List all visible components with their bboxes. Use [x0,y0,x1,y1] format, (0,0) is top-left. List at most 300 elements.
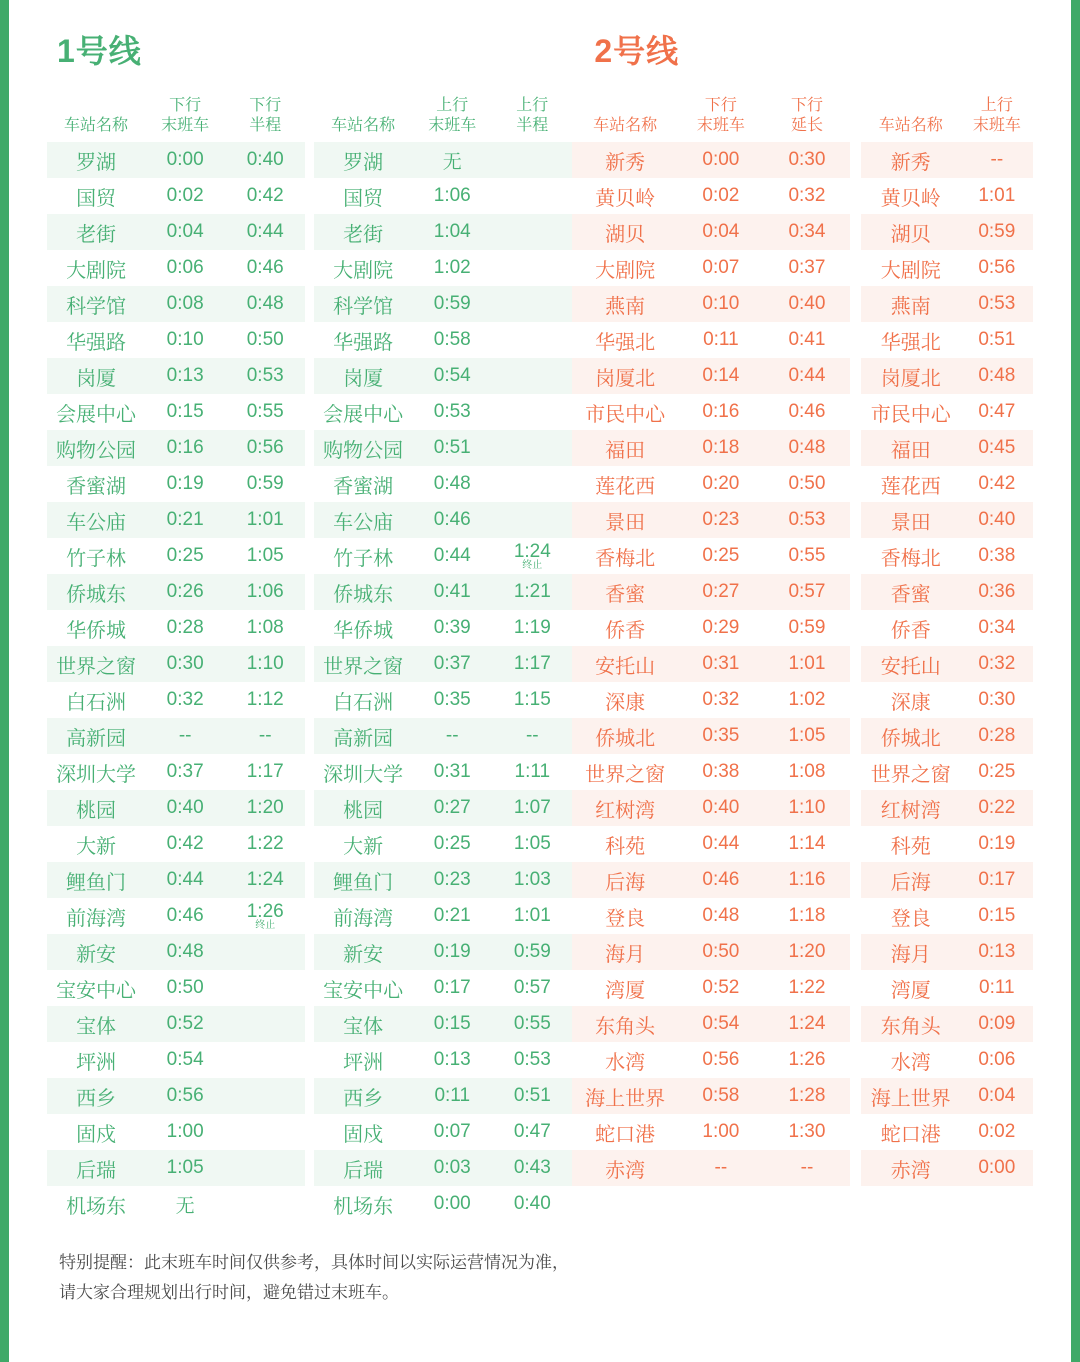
column-header-direction: 上行 [436,97,469,114]
station-name-cell: 新秀 [605,151,646,174]
table-row [47,1114,305,1150]
time-cell: 0:14 [702,365,740,386]
table-row [572,1042,850,1078]
station-name-cell: 香蜜湖 [333,475,394,498]
table-row [572,970,850,1006]
table-row [572,1150,850,1186]
time-cell: 0:32 [788,185,826,206]
line-2-title: 2号线 [594,33,680,69]
time-cell: 0:32 [702,689,740,710]
station-name-cell: 海月 [890,943,931,966]
table-row [861,142,1033,178]
time-cell: 0:46 [788,401,826,422]
station-name-cell: 安托山 [880,655,941,678]
station-name-cell: 登良 [605,907,646,930]
station-name-cell: 岗厦北 [595,367,656,390]
time-cell: 1:08 [246,617,284,638]
time-cell: 1:07 [513,797,551,818]
time-cell: 0:43 [513,1157,551,1178]
time-cell: 0:26 [166,581,204,602]
time-cell: 1:19 [513,617,551,638]
time-cell: 0:40 [702,797,740,818]
table-row [47,682,305,718]
time-cell: 0:54 [166,1049,204,1070]
time-cell: 0:02 [978,1121,1016,1142]
table-row [314,610,572,646]
time-cell: 0:39 [433,617,471,638]
table-row [861,358,1033,394]
time-cell: 0:19 [978,833,1016,854]
table-row [861,682,1033,718]
time-cell: 0:51 [433,437,471,458]
station-name-cell: 前海湾 [333,907,394,930]
time-cell: 0:54 [702,1013,740,1034]
station-name-cell: 车公庙 [333,511,394,534]
time-cell: 0:48 [788,437,826,458]
time-cell: 0:40 [166,797,204,818]
table-row [861,610,1033,646]
table-row [861,1114,1033,1150]
column-header-1 [145,88,225,142]
time-cell: 1:02 [433,257,471,278]
time-cell: 0:54 [433,365,471,386]
table-row [47,142,305,178]
time-cell: 0:15 [166,401,204,422]
time-cell: 0:29 [702,617,740,638]
table-row [47,718,305,754]
station-name-cell: 黄贝岭 [595,187,656,210]
time-cell: 0:44 [788,365,826,386]
time-cell: 0:46 [702,869,740,890]
time-cell: 0:53 [246,365,284,386]
table-row [314,1042,572,1078]
time-cell: 0:53 [978,293,1016,314]
time-cell: 0:11 [703,329,739,350]
table-row [47,1078,305,1114]
table-row [572,1114,850,1150]
table-row [572,754,850,790]
station-name-cell: 科学馆 [333,295,394,318]
time-cell: 0:59 [978,221,1016,242]
column-header-direction: 上行 [980,97,1013,114]
table-row [47,322,305,358]
table-row [861,1078,1033,1114]
time-cell [492,394,572,430]
column-header-direction: 下行 [790,97,823,114]
time-cell: 0:40 [978,509,1016,530]
column-header-label: 末班车 [428,117,477,134]
station-name-cell: 侨城北 [880,727,941,750]
station-name-cell: 福田 [890,439,931,462]
time-cell: 1:02 [788,689,826,710]
table-row [314,466,572,502]
table-row [572,718,850,754]
time-cell: 0:31 [433,761,471,782]
table-row [47,610,305,646]
time-cell: 0:56 [702,1049,740,1070]
table-row [572,214,850,250]
time-cell: 1:24 [246,869,284,890]
column-header-1 [678,88,764,142]
table-row [572,934,850,970]
table-row [861,466,1033,502]
time-cell: 0:19 [433,941,471,962]
time-cell: 1:15 [513,689,551,710]
station-name-cell: 景田 [890,511,931,534]
station-name-cell: 市民中心 [585,403,666,426]
station-name-cell: 科苑 [605,835,646,858]
table-row [314,538,572,574]
station-name-cell: 世界之窗 [870,763,951,786]
station-name-cell: 鲤鱼门 [66,871,127,894]
time-cell: 0:50 [246,329,284,350]
time-cell: 0:44 [433,545,471,566]
time-cell: 0:08 [166,293,204,314]
table-row [572,1078,850,1114]
column-header-label: 半程 [516,117,549,134]
time-cell [225,1078,305,1114]
table-row [314,862,572,898]
station-name-cell: 莲花西 [595,475,656,498]
time-cell: 0:38 [702,761,740,782]
time-cell: 0:25 [166,545,204,566]
station-name-cell: 会展中心 [323,403,404,426]
table-row [861,898,1033,934]
time-cell: 0:46 [246,257,284,278]
station-name-cell: 后海 [890,871,931,894]
column-gap [305,88,314,1222]
time-cell: 0:57 [788,581,826,602]
column-header-0 [861,88,961,142]
station-name-cell: 宝体 [343,1015,384,1038]
station-name-cell: 景田 [605,511,646,534]
time-cell: 1:10 [788,797,826,818]
table-row [47,1006,305,1042]
table-row [314,682,572,718]
station-name-cell: 大新 [343,835,384,858]
station-name-cell: 世界之窗 [585,763,666,786]
time-cell: 0:45 [978,437,1016,458]
column-header-label: 车站名称 [331,117,396,134]
time-cell: 0:13 [433,1049,471,1070]
table-row [47,214,305,250]
time-cell: 0:56 [978,257,1016,278]
time-cell: 0:04 [978,1085,1016,1106]
time-cell: 1:17 [513,653,551,674]
table-row [861,574,1033,610]
time-cell [492,250,572,286]
table-row [861,322,1033,358]
table-row [47,430,305,466]
time-cell: 0:42 [246,185,284,206]
footer-note [47,1248,1033,1308]
time-cell: 0:02 [702,185,740,206]
column-header-label: 末班车 [161,117,210,134]
line-1-block [47,22,572,1222]
table-row [861,754,1033,790]
time-cell: 0:10 [166,329,204,350]
time-cell [225,934,305,970]
time-cell: 0:48 [702,905,740,926]
station-name-cell: 华强路 [333,331,394,354]
station-name-cell: 机场东 [333,1195,394,1218]
lines-row [47,22,1033,1222]
table-row [861,862,1033,898]
time-cell: 1:28 [788,1085,826,1106]
time-cell: 0:30 [788,149,826,170]
station-name-cell: 侨香 [605,619,646,642]
station-name-cell: 大剧院 [595,259,656,282]
table-row [314,1186,572,1222]
time-cell: 0:46 [166,905,204,926]
time-cell: 1:18 [788,905,826,926]
table-row [47,1150,305,1186]
time-cell: 1:26 终止 [225,898,305,934]
time-cell [492,502,572,538]
station-name-cell: 世界之窗 [323,655,404,678]
time-cell: 1:01 [246,509,284,530]
station-name-cell: 固戍 [343,1123,384,1146]
time-cell: 0:59 [246,473,284,494]
line-2-downstream-table [572,88,850,1186]
time-cell: 0:28 [978,725,1016,746]
station-name-cell: 福田 [605,439,646,462]
station-name-cell: 燕南 [605,295,646,318]
time-cell: 0:50 [702,941,740,962]
time-cell: 0:37 [788,257,826,278]
time-cell: -- [990,149,1004,170]
station-name-cell: 坪洲 [343,1051,384,1074]
station-name-cell: 宝安中心 [323,979,404,1002]
column-header-1 [412,88,492,142]
station-name-cell: 东角头 [595,1015,656,1038]
station-name-cell: 蛇口港 [880,1123,941,1146]
table-row [572,790,850,826]
table-row [572,826,850,862]
table-row [47,286,305,322]
time-cell: 0:36 [978,581,1016,602]
table-row [861,286,1033,322]
time-cell: 0:00 [978,1157,1016,1178]
table-row [314,718,572,754]
table-row [314,250,572,286]
time-cell: 0:47 [978,401,1016,422]
table-row [314,790,572,826]
table-row [572,178,850,214]
table-row [47,466,305,502]
table-row [47,1186,305,1222]
table-row [572,610,850,646]
time-cell: 1:11 [514,761,551,782]
terminus-note: 终止 [255,920,276,931]
time-cell: 0:17 [433,977,471,998]
time-cell [225,1150,305,1186]
time-cell: 0:07 [433,1121,471,1142]
table-row [47,358,305,394]
table-row [861,178,1033,214]
time-cell: 0:58 [702,1085,740,1106]
time-cell: 0:02 [166,185,204,206]
time-cell: 0:48 [166,941,204,962]
station-name-cell: 岗厦 [343,367,384,390]
column-header-label: 延长 [790,117,823,134]
table-row [861,394,1033,430]
table-row [572,1006,850,1042]
station-name-cell: 侨城北 [595,727,656,750]
time-cell: 1:30 [788,1121,826,1142]
time-cell [492,466,572,502]
time-cell: 0:18 [702,437,740,458]
table-row [314,178,572,214]
column-header-0 [47,88,145,142]
time-cell: 0:00 [433,1193,471,1214]
time-cell: 0:55 [513,1013,551,1034]
time-cell: 0:19 [166,473,204,494]
time-cell: -- [800,1157,814,1178]
column-header-direction: 上行 [516,97,549,114]
terminus-note: 终止 [522,560,543,571]
time-cell: 0:20 [702,473,740,494]
time-cell: 0:40 [513,1193,551,1214]
time-cell: 0:06 [978,1049,1016,1070]
station-name-cell: 市民中心 [870,403,951,426]
time-cell [492,322,572,358]
time-cell: 0:37 [433,653,471,674]
station-name-cell: 会展中心 [56,403,137,426]
time-cell: 1:06 [433,185,471,206]
table-row [47,574,305,610]
time-cell: 0:27 [433,797,471,818]
footer-line-2: 请大家合理规划出行时间，避免错过末班车。 [59,1283,399,1302]
station-name-cell: 桃园 [343,799,384,822]
time-cell: 1:04 [433,221,471,242]
table-row [314,934,572,970]
time-cell: 0:59 [513,941,551,962]
station-name-cell: 宝安中心 [56,979,137,1002]
table-header-row [314,88,572,142]
time-cell: 0:13 [166,365,204,386]
station-name-cell: 水湾 [605,1051,646,1074]
time-cell: 0:17 [978,869,1016,890]
time-cell [492,214,572,250]
table-body [572,142,850,1186]
table-row [314,430,572,466]
table-row [572,358,850,394]
time-cell [492,142,572,178]
table-header-row [861,88,1033,142]
time-cell: 0:15 [433,1013,471,1034]
table-row [572,682,850,718]
table-row [572,574,850,610]
column-header-direction: 下行 [249,97,282,114]
table-row [47,1042,305,1078]
table-row [314,1078,572,1114]
time-cell: 0:13 [978,941,1016,962]
station-name-cell: 坪洲 [76,1051,117,1074]
station-name-cell: 宝体 [76,1015,117,1038]
time-cell: 1:05 [513,833,551,854]
time-cell: 0:00 [166,149,204,170]
station-name-cell: 香蜜 [605,583,646,606]
station-name-cell: 世界之窗 [56,655,137,678]
station-name-cell: 深圳大学 [56,763,137,786]
time-cell: 0:28 [166,617,204,638]
time-cell: 0:48 [246,293,284,314]
station-name-cell: 白石洲 [333,691,394,714]
station-name-cell: 国贸 [76,187,117,210]
table-row [314,574,572,610]
time-cell: 1:20 [788,941,826,962]
station-name-cell: 岗厦北 [880,367,941,390]
time-cell: 0:51 [978,329,1016,350]
station-name-cell: 后瑞 [343,1159,384,1182]
time-cell: 0:44 [702,833,740,854]
time-cell: 0:48 [978,365,1016,386]
time-cell: 0:00 [702,149,740,170]
table-row [861,538,1033,574]
station-name-cell: 高新园 [333,727,394,750]
station-name-cell: 蛇口港 [595,1123,656,1146]
table-row [47,826,305,862]
time-cell: 0:50 [166,977,204,998]
time-cell [492,178,572,214]
time-cell: 1:16 [788,869,826,890]
station-name-cell: 购物公园 [323,439,404,462]
table-row [861,430,1033,466]
table-row [314,646,572,682]
station-name-cell: 桃园 [76,799,117,822]
station-name-cell: 购物公园 [56,439,137,462]
time-cell: 0:07 [702,257,740,278]
time-cell: 0:40 [788,293,826,314]
time-cell [225,1006,305,1042]
time-cell: 1:26 [788,1049,826,1070]
time-cell: 0:52 [702,977,740,998]
table-row [314,142,572,178]
table-row [47,178,305,214]
time-cell: 1:05 [246,545,284,566]
time-cell: 0:48 [433,473,471,494]
line-2-upstream-table [861,88,1033,1186]
time-cell [492,286,572,322]
time-cell: 1:08 [788,761,826,782]
time-cell: 0:16 [702,401,740,422]
table-row [47,934,305,970]
time-cell: 1:22 [246,833,284,854]
time-cell: 0:04 [166,221,204,242]
table-header-row [572,88,850,142]
table-row [572,898,850,934]
station-name-cell: 国贸 [343,187,384,210]
station-name-cell: 竹子林 [66,547,127,570]
station-name-cell: 罗湖 [343,151,384,174]
time-cell: 1:00 [702,1121,740,1142]
time-cell: 0:44 [166,869,204,890]
time-cell: 0:32 [978,653,1016,674]
time-cell: 0:09 [978,1013,1016,1034]
time-cell: 0:56 [166,1085,204,1106]
station-name-cell: 水湾 [890,1051,931,1074]
station-name-cell: 鲤鱼门 [333,871,394,894]
time-cell: 0:59 [433,293,471,314]
station-name-cell: 固戍 [76,1123,117,1146]
station-name-cell: 侨城东 [333,583,394,606]
table-row [314,898,572,934]
time-cell: 0:53 [513,1049,551,1070]
table-row [314,754,572,790]
station-name-cell: 华侨城 [333,619,394,642]
table-row [47,646,305,682]
